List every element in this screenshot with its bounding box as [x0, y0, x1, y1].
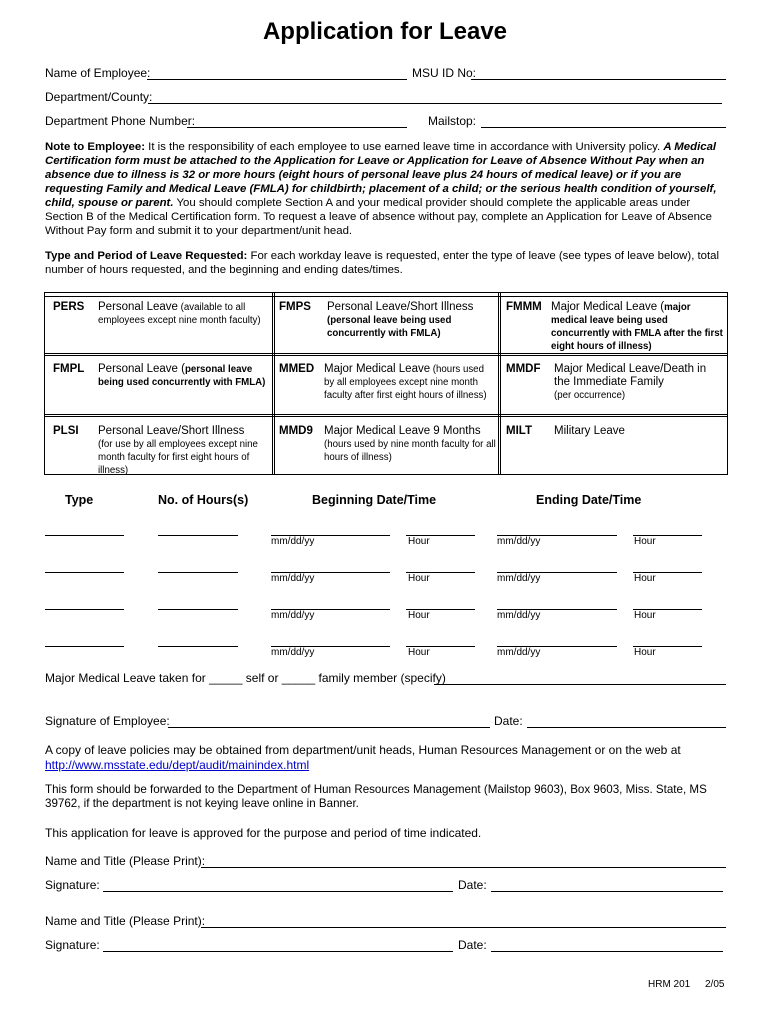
department-county-label: Department/County:	[45, 90, 153, 104]
begin-hour-hint: Hour	[408, 573, 430, 584]
type-field[interactable]	[45, 535, 124, 536]
forward-text: This form should be forwarded to the Department of Human Resources Management (Mailstop 9603), Box 9603, Miss. State, MS 39762, if the department is not keying leave online in Banner.	[45, 783, 707, 810]
name-title-1-field[interactable]	[201, 867, 726, 868]
leave-desc-pers: Personal Leave (available to all employees except nine month faculty)	[98, 301, 261, 326]
signature-employee-label: Signature of Employee:	[45, 714, 170, 728]
name-title-2-field[interactable]	[201, 927, 726, 928]
leave-desc-plsi: Personal Leave/Short Illness (for use by all employees except nine month faculty for first eight hours of illness)	[98, 425, 258, 476]
family-member-field[interactable]	[434, 684, 726, 685]
policy-link[interactable]: http://www.msstate.edu/dept/audit/mainindex.html	[45, 758, 310, 772]
end-date-hint: mm/dd/yy	[497, 647, 541, 658]
type-period-paragraph	[45, 249, 729, 277]
end-hour-hint: Hour	[634, 610, 656, 621]
name-of-employee-label: Name of Employee:	[45, 66, 151, 80]
leave-code-fmmm: FMMM	[506, 301, 542, 313]
type-field[interactable]	[45, 572, 124, 573]
msu-id-field[interactable]	[471, 79, 726, 80]
hours-header: No. of Hours(s)	[158, 493, 249, 507]
major-medical-label: Major Medical Leave taken for _____ self or _____ family member (specify)	[45, 671, 446, 685]
policy-text: A copy of leave policies may be obtained from department/unit heads, Human Resources Management or on the web at	[45, 743, 681, 757]
leave-desc-milt: Military Leave	[554, 425, 625, 437]
leave-desc-fmmm: Major Medical Leave (major medical leave being used concurrently with FMLA after the first eight hours of illness)	[551, 301, 723, 352]
page-title: Application for Leave	[262, 18, 508, 45]
signature-2-date-field[interactable]	[491, 951, 723, 952]
note-to-employee	[45, 140, 727, 238]
type-field[interactable]	[45, 646, 124, 647]
approval-text: This application for leave is approved for the purpose and period of time indicated.	[45, 826, 482, 840]
leave-desc-mmd9: Major Medical Leave 9 Months (hours used by nine month faculty for all hours of illness)	[324, 425, 496, 463]
name-title-2-label: Name and Title (Please Print):	[45, 914, 206, 928]
name-of-employee-field[interactable]	[147, 79, 407, 80]
note-text-1: It is the responsibility of each employee to use earned leave time in accordance with University policy.	[145, 141, 664, 153]
department-phone-field[interactable]	[187, 127, 407, 128]
leave-code-mmdf: MMDF	[506, 363, 541, 375]
signature-employee-date-field[interactable]	[527, 727, 726, 728]
leave-code-mmd9: MMD9	[279, 425, 313, 437]
signature-employee-field[interactable]	[168, 727, 490, 728]
type-period-label: Type and Period of Leave Requested:	[45, 250, 248, 262]
hours-field[interactable]	[158, 572, 238, 573]
department-county-field[interactable]	[148, 103, 722, 104]
signature-1-label: Signature:	[45, 878, 100, 892]
end-date-hint: mm/dd/yy	[497, 573, 541, 584]
note-text-2: You should complete Section A and your medical provider should complete the applicable areas under Section B of the Medical Certification form. To request a leave of absence without pay, complete an Application for Leave of Absence Without Pay form and submit it to your department/unit head.	[45, 197, 712, 237]
signature-2-field[interactable]	[103, 951, 453, 952]
type-period-text: For each workday leave is requested, enter the type of leave (see types of leave below), total number of hours requested, and the beginning and ending dates/times.	[45, 250, 720, 276]
signature-1-field[interactable]	[103, 891, 453, 892]
leave-desc-fmpl: Personal Leave (personal leave being used concurrently with FMLA)	[98, 363, 266, 388]
leave-desc-mmdf: Major Medical Leave/Death in the Immediate Family (per occurrence)	[554, 363, 707, 401]
leave-code-plsi: PLSI	[53, 425, 79, 437]
signature-2-label: Signature:	[45, 938, 100, 952]
form-number: HRM 201	[648, 979, 691, 990]
leave-desc-mmed: Major Medical Leave (hours used by all employees except nine month faculty after first eight hours of illness)	[324, 363, 487, 401]
department-phone-label: Department Phone Number:	[45, 114, 196, 128]
form-date: 2/05	[705, 979, 725, 990]
end-hour-hint: Hour	[634, 536, 656, 547]
note-label: Note to Employee:	[45, 141, 145, 153]
end-header: Ending Date/Time	[536, 493, 642, 507]
begin-date-hint: mm/dd/yy	[271, 573, 315, 584]
mailstop-label: Mailstop:	[428, 114, 477, 128]
signature-employee-date-label: Date:	[494, 714, 523, 728]
hours-field[interactable]	[158, 535, 238, 536]
leave-code-pers: PERS	[53, 301, 85, 313]
begin-header: Beginning Date/Time	[312, 493, 437, 507]
leave-types-table	[44, 292, 728, 475]
end-date-hint: mm/dd/yy	[497, 610, 541, 621]
type-field[interactable]	[45, 609, 124, 610]
begin-hour-hint: Hour	[408, 536, 430, 547]
end-hour-hint: Hour	[634, 647, 656, 658]
signature-1-date-field[interactable]	[491, 891, 723, 892]
leave-desc-fmps: Personal Leave/Short Illness (personal leave being used concurrently with FMLA)	[327, 301, 474, 339]
signature-2-date-label: Date:	[458, 938, 487, 952]
hours-field[interactable]	[158, 646, 238, 647]
begin-date-hint: mm/dd/yy	[271, 610, 315, 621]
msu-id-label: MSU ID No:	[412, 66, 477, 80]
begin-date-hint: mm/dd/yy	[271, 536, 315, 547]
leave-code-fmpl: FMPL	[53, 363, 85, 375]
end-hour-hint: Hour	[634, 573, 656, 584]
name-title-1-label: Name and Title (Please Print):	[45, 854, 206, 868]
begin-hour-hint: Hour	[408, 647, 430, 658]
begin-hour-hint: Hour	[408, 610, 430, 621]
end-date-hint: mm/dd/yy	[497, 536, 541, 547]
mailstop-field[interactable]	[481, 127, 726, 128]
leave-code-fmps: FMPS	[279, 301, 311, 313]
hours-field[interactable]	[158, 609, 238, 610]
leave-code-milt: MILT	[506, 425, 532, 437]
type-header: Type	[65, 493, 94, 507]
leave-code-mmed: MMED	[279, 363, 315, 375]
signature-1-date-label: Date:	[458, 878, 487, 892]
begin-date-hint: mm/dd/yy	[271, 647, 315, 658]
note-medical-certification: A Medical Certification form must be attached to the Application for Leave or Application for Leave of Absence Without Pay when an absence due to illness is 32 or more hours (eight hours of personal leave plus 24 hours of medical leave) or if you are requesting Family and Medical Leave (FMLA) for childbirth; placement of a child; or the serious health condition of yourself, child, spouse or parent.	[45, 141, 717, 209]
